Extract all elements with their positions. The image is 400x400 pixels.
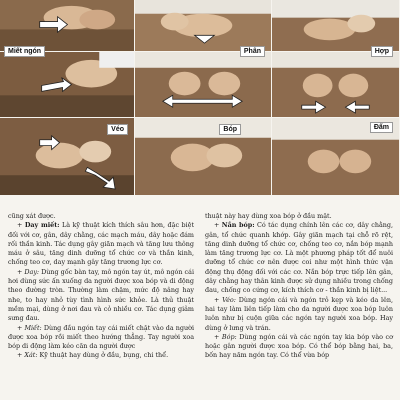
paragraph: + Véo: Dùng ngón cái và ngón trỏ kẹp và kéo da lên, hai tay làm liên tiếp làm cho da người được xoa bóp luôn luôn như bị cuộn giữa các ngón tay người xoa bóp. Hay dùng ở lưng và trán. <box>205 295 393 332</box>
paragraph: + Nắn bóp: Có tác dụng chính lên các cơ, dây chằng, gân, tổ chức quanh khớp. Gây giãn mạch tại chỗ rõ rệt, tăng dinh dưỡng tổ chức cơ, chống teo cơ, nắn bóp mạnh làm tăng trương lực cơ. Là một phương pháp tốt để nuôi dưỡng tổ chức cơ nên được coi như một hình thức vận động thụ động đối với các cơ. Nắn bóp trực tiếp lên gân, dây chằng hay thân kinh được sử dụng nhiều trong chống đau, chống co cứng cơ, kích thích cơ - thần kinh bị liệt... <box>205 221 394 295</box>
photo-miet-ngon <box>0 48 135 118</box>
paragraph: + Day miết: Là kỹ thuật kích thích sâu hơn, đặc biệt đối với cơ, gân, dây chằng, các mạch máu, dây hoặc đám rối thần kinh. Tác dụng gây giãn mạch và tăng lưu thông máu ở sâu, tăng dinh dưỡng tổ chức cơ và thần kinh, chống teo cơ, day mạnh gây tăng trương lực cơ. <box>8 221 195 267</box>
paragraph: + Bóp: Dùng ngón cái và các ngón tay kia bóp vào cơ hoặc gân người được xoa bóp. Có thể bóp bằng hai, ba, bốn hay năm ngón tay. Có thể vừa bóp <box>205 332 393 360</box>
photo-xat-2 <box>135 0 272 52</box>
photo-label-hop: Hợp <box>371 46 393 57</box>
paragraph: + Day: Dùng gốc bàn tay, mô ngón tay út, mô ngón cái hơi dùng sức ấn xuống da người được xoa bóp và di động theo đường tròn. Thường làm chậm, mức độ nâng hay nhe, to hay nhỏ tùy tình hình sức khỏe. Là thủ thuật mềm mại, dùng ở nơi đau và cỏ nhiều cơ. Tác dụng giảm sưng đau. <box>8 267 194 323</box>
photo-label-bop: Bóp <box>219 124 241 135</box>
right-column <box>205 212 393 361</box>
photo-phan <box>135 48 272 118</box>
photo-veo <box>0 118 135 196</box>
photo-xat-1 <box>0 0 135 52</box>
paragraph: thuật này hay dùng xoa bóp ở đầu mặt. <box>205 212 332 220</box>
photo-label-phan: Phân <box>240 46 265 57</box>
photo-xat-3 <box>272 0 400 52</box>
paragraph: + Miết: Dùng đầu ngón tay cái miết chặt vào da người được xoa bóp rồi miết theo hướng thẳng. Tay người xoa bóp di động làm kéo căn da người được <box>8 323 194 351</box>
body-text <box>0 212 400 400</box>
left-column <box>8 212 194 361</box>
photo-bop <box>135 118 272 196</box>
photo-label-miet-ngon: Miết ngón <box>4 46 45 57</box>
photo-label-dam: Đấm <box>370 122 393 133</box>
photo-label-veo: Véo <box>107 124 128 135</box>
paragraph: cũng xát được. <box>8 212 56 220</box>
photo-dam <box>272 118 400 196</box>
paragraph: + Xát: Kỹ thuật hay dùng ở đầu, bụng, chi thể. <box>17 351 169 360</box>
photo-hop <box>272 48 400 118</box>
